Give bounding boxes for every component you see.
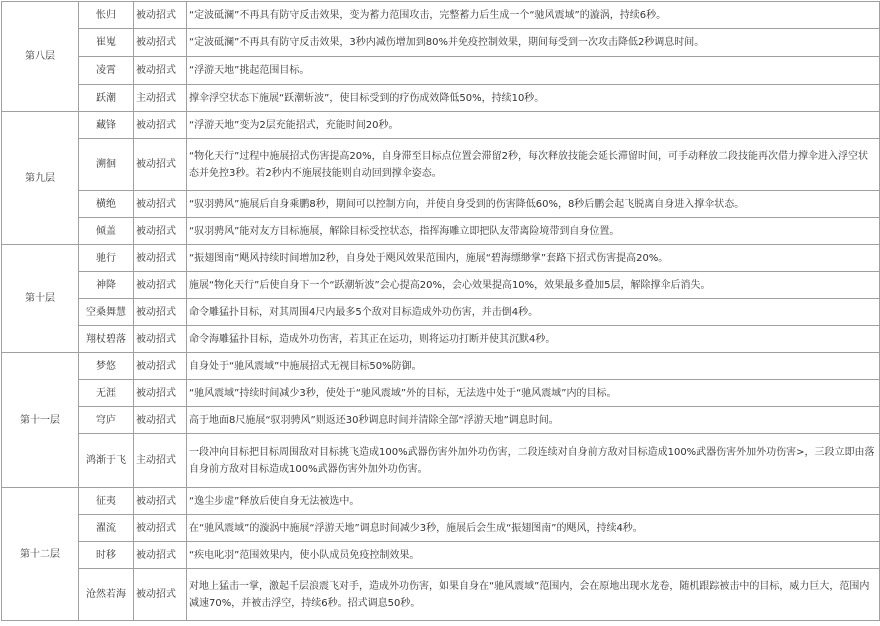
skill-description: “驭羽骋风”能对友方目标施展，解除目标受控状态，指挥海雕立即把队友带离险境带到自身位置。 (187, 218, 880, 245)
skill-description: “驰风震域”持续时间减少3秒，使处于“驰风震域”外的目标，无法选中处于“驰风震域”内的目标。 (187, 380, 880, 407)
skill-type: 被动招式 (134, 407, 187, 434)
skill-type: 被动招式 (134, 191, 187, 218)
skill-name: 怅归 (79, 2, 134, 29)
table-row (2, 299, 880, 326)
skill-name: 梦悠 (79, 353, 134, 380)
skill-description: 命令雕猛扑目标，对其周围4尺内最多5个敌对目标造成外功伤害，并击倒4秒。 (187, 299, 880, 326)
table-row (2, 57, 880, 85)
skill-type: 被动招式 (134, 542, 187, 569)
skill-name: 空桑舞慧 (79, 299, 134, 326)
skill-description: “驭羽骋风”施展后自身乘鹏8秒，期间可以控制方向，并使自身受到的伤害降低60%，8秒后鹏会起飞脱离自身进入撑伞状态。 (187, 191, 880, 218)
table-row (2, 218, 880, 245)
table-row (2, 85, 880, 112)
skill-name: 穹庐 (79, 407, 134, 434)
skill-type: 被动招式 (134, 272, 187, 299)
table-row (2, 139, 880, 191)
skill-type: 主动招式 (134, 434, 187, 488)
skill-description: 一段冲向目标把目标周围敌对目标挑飞造成100%武器伤害外加外功伤害，二段连续对自身前方敌对目标造成100%武器伤害外加外功伤害>，三段立即由落自身前方敌对目标造成100%武器伤害外加外功伤害。 (187, 434, 880, 488)
skill-description: “浮游天地”变为2层充能招式，充能时间20秒。 (187, 112, 880, 139)
skill-name: 凌霄 (79, 57, 134, 85)
skill-description: 施展“物化天行”后使自身下一个“跃潮斩波”会心提高20%，会心效果提高10%，效果最多叠加5层，解除撑伞后消失。 (187, 272, 880, 299)
table-row (2, 245, 880, 272)
skill-type: 主动招式 (134, 85, 187, 112)
skill-description: “振翅图南”飓风持续时间增加2秒，自身处于飓风效果范围内，施展“碧海缥缈掌”套路下招式伤害提高20%。 (187, 245, 880, 272)
skill-type: 被动招式 (134, 2, 187, 29)
skill-type: 被动招式 (134, 112, 187, 139)
skill-name: 倾盖 (79, 218, 134, 245)
table-row (2, 191, 880, 218)
skill-type: 被动招式 (134, 29, 187, 57)
skill-name: 沧然若海 (79, 569, 134, 621)
skill-type: 被动招式 (134, 218, 187, 245)
table-row (2, 2, 880, 29)
skill-description: “逸尘步虚”释放后使自身无法被选中。 (187, 488, 880, 515)
layer-label: 第十层 (2, 245, 79, 353)
table-row (2, 542, 880, 569)
table-row (2, 569, 880, 621)
table-row (2, 29, 880, 57)
skill-name: 征夷 (79, 488, 134, 515)
skill-name: 无涯 (79, 380, 134, 407)
skill-description: “疾电叱羽”范围效果内，使小队成员免疫控制效果。 (187, 542, 880, 569)
skill-description: “定波砥澜”不再具有防守反击效果，变为蓄力范围攻击，完整蓄力后生成一个“驰风震域”的漩涡，持续6秒。 (187, 2, 880, 29)
table-row (2, 380, 880, 407)
skill-name: 翔杖碧落 (79, 326, 134, 353)
skill-description: “浮游天地”挑起范围目标。 (187, 57, 880, 85)
skill-name: 神降 (79, 272, 134, 299)
layer-label: 第九层 (2, 112, 79, 245)
skill-description: 在“驰风震域”的漩涡中施展“浮游天地”调息时间减少3秒，施展后会生成“振翅图南”的飓风，持续4秒。 (187, 515, 880, 542)
skill-description: 自身处于“驰风震域”中施展招式无视目标50%防御。 (187, 353, 880, 380)
table-row (2, 434, 880, 488)
skill-description: 命令海雕猛扑目标，造成外功伤害，若其正在运功，则将运功打断并使其沉默4秒。 (187, 326, 880, 353)
skill-name: 崔嵬 (79, 29, 134, 57)
skill-description: 对地上猛击一掌，激起千层浪震飞对手，造成外功伤害，如果自身在“驰风震域”范围内，会在原地出现水龙卷，随机跟踪被击中的目标，威力巨大，范围内减速70%，并被击浮空，持续6秒。招式调息50秒。 (187, 569, 880, 621)
skill-description: 撑伞浮空状态下施展“跃潮斩波”，使目标受到的疗伤成效降低50%，持续10秒。 (187, 85, 880, 112)
table-row (2, 353, 880, 380)
skill-name: 濯流 (79, 515, 134, 542)
skill-type: 被动招式 (134, 326, 187, 353)
skill-type: 被动招式 (134, 57, 187, 85)
skill-type: 被动招式 (134, 380, 187, 407)
skill-description: “定波砥澜”不再具有防守反击效果，3秒内减伤增加到80%并免疫控制效果，期间每受到一次攻击降低2秒调息时间。 (187, 29, 880, 57)
skill-name: 时移 (79, 542, 134, 569)
skill-table (1, 1, 880, 621)
skill-name: 溯徊 (79, 139, 134, 191)
table-row (2, 515, 880, 542)
skill-name: 跃潮 (79, 85, 134, 112)
skill-type: 被动招式 (134, 245, 187, 272)
skill-type: 被动招式 (134, 353, 187, 380)
table-row (2, 272, 880, 299)
skill-type: 被动招式 (134, 569, 187, 621)
layer-label: 第十一层 (2, 353, 79, 488)
skill-name: 驰行 (79, 245, 134, 272)
skill-description: “物化天行”过程中施展招式伤害提高20%，自身滞至目标点位置会滞留2秒，每次释放技能会延长滞留时间，可手动释放二段技能再次借力撑伞进入浮空状态并免控3秒。若2秒内不施展技能则自动回到撑伞姿态。 (187, 139, 880, 191)
layer-label: 第十二层 (2, 488, 79, 621)
skill-name: 横绝 (79, 191, 134, 218)
skill-type: 被动招式 (134, 515, 187, 542)
table-row (2, 326, 880, 353)
skill-type: 被动招式 (134, 139, 187, 191)
skill-name: 鸿渐于飞 (79, 434, 134, 488)
table-row (2, 112, 880, 139)
table-row (2, 407, 880, 434)
skill-description: 高于地面8尺施展“驭羽骋风”则返还30秒调息时间并清除全部“浮游天地”调息时间。 (187, 407, 880, 434)
skill-type: 被动招式 (134, 299, 187, 326)
skill-name: 藏锋 (79, 112, 134, 139)
skill-type: 被动招式 (134, 488, 187, 515)
table-row (2, 488, 880, 515)
layer-label: 第八层 (2, 2, 79, 112)
